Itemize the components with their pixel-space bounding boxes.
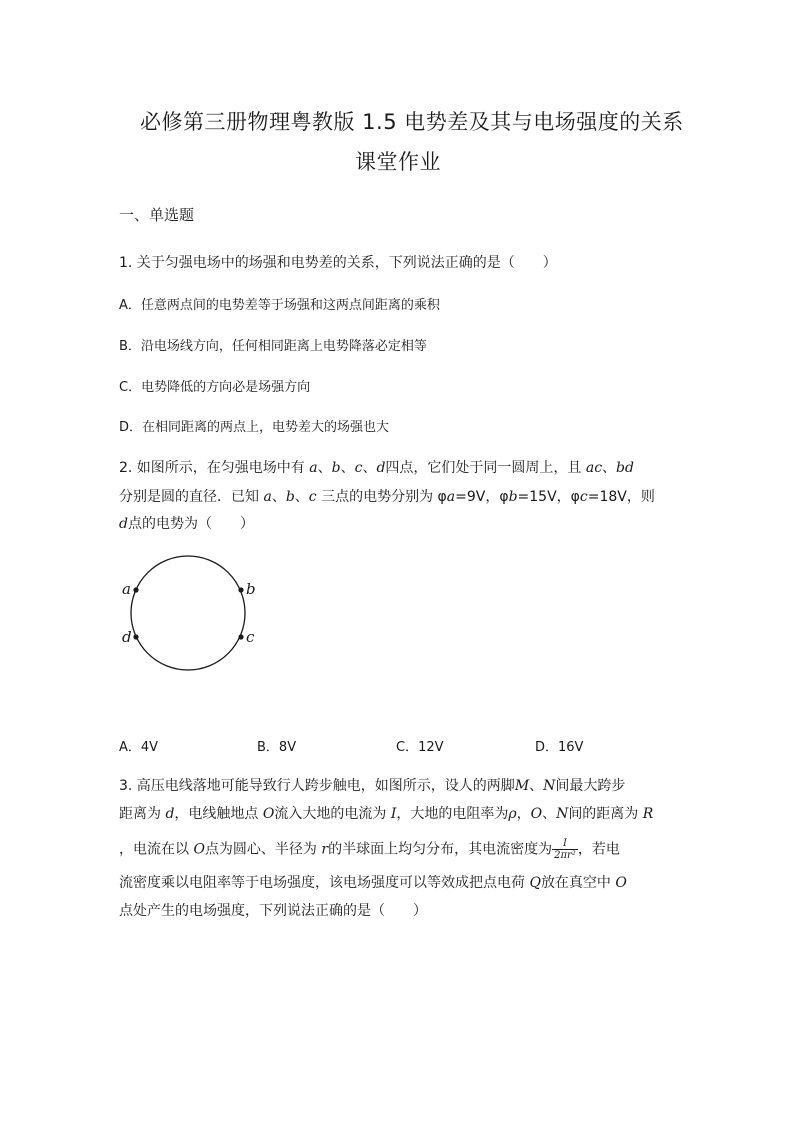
q3-stem-line5: 点处产生的电场强度，下列说法正确的是（ ） bbox=[119, 903, 427, 919]
label-b: b bbox=[246, 580, 256, 598]
q2-stem-line1: 2. 如图所示，在匀强电场中有 a、b、c、d四点，它们处于同一圆周上，且 ac、bd bbox=[119, 460, 634, 476]
point-a bbox=[133, 587, 138, 592]
point-d bbox=[133, 634, 138, 639]
section-heading: 一、单选题 bbox=[119, 206, 195, 224]
q2-stem-line2: 分别是圆的直径．已知 a、b、c 三点的电势分别为 φa=9V，φb=15V，φc=18V，则 bbox=[119, 489, 655, 505]
q3-stem-line2: 距离为 d，电线触地点 O流入大地的电流为 I，大地的电阻率为ρ，O、N间的距离为 R bbox=[119, 806, 654, 822]
point-c bbox=[238, 634, 243, 639]
q3-stem-line1: 3. 高压电线落地可能导致行人跨步触电，如图所示，设人的两脚M、N间最大跨步 bbox=[119, 778, 626, 794]
q1-option-c: C．电势降低的方向必是场强方向 bbox=[119, 380, 311, 395]
q3-stem-line4: 流密度乘以电阻率等于电场强度，该电场强度可以等效成把点电荷 Q放在真空中 O bbox=[119, 875, 627, 891]
q2-circle-figure bbox=[115, 552, 275, 680]
label-a: a bbox=[122, 580, 131, 598]
q2-option-a: A．4V bbox=[119, 740, 159, 755]
q3-stem-line3: ，电流在以 O点为圆心、半径为 r的半球面上均匀分布，其电流密度为 $\frac{I}{\text{2πr²}}$ ，若电 bbox=[119, 838, 620, 861]
q2-option-b: B．8V bbox=[257, 740, 297, 755]
q1-stem: 1. 关于匀强电场中的场强和电势差的关系，下列说法正确的是（ ） bbox=[119, 255, 557, 271]
q1-option-b: B．沿电场线方向，任何相同距离上电势降落必定相等 bbox=[119, 339, 427, 354]
document-title: 必修第三册物理粤教版 1.5 电势差及其与电场强度的关系 bbox=[140, 110, 684, 134]
q1-option-a: A．任意两点间的电势差等于场强和这两点间距离的乘积 bbox=[119, 298, 440, 313]
point-b bbox=[238, 587, 243, 592]
circle-outline bbox=[131, 556, 245, 670]
q2-stem-line3: d点的电势为（ ） bbox=[119, 516, 254, 532]
q1-option-d: D．在相同距离的两点上，电势差大的场强也大 bbox=[119, 420, 390, 435]
q2-option-d: D．16V bbox=[535, 740, 584, 755]
document-subtitle: 课堂作业 bbox=[355, 150, 441, 174]
q2-option-c: C．12V bbox=[396, 740, 444, 755]
label-d: d bbox=[122, 628, 132, 646]
label-c: c bbox=[246, 628, 255, 646]
current-density-fraction: $\frac{I}{\text{2πr²}}$ bbox=[554, 838, 576, 861]
